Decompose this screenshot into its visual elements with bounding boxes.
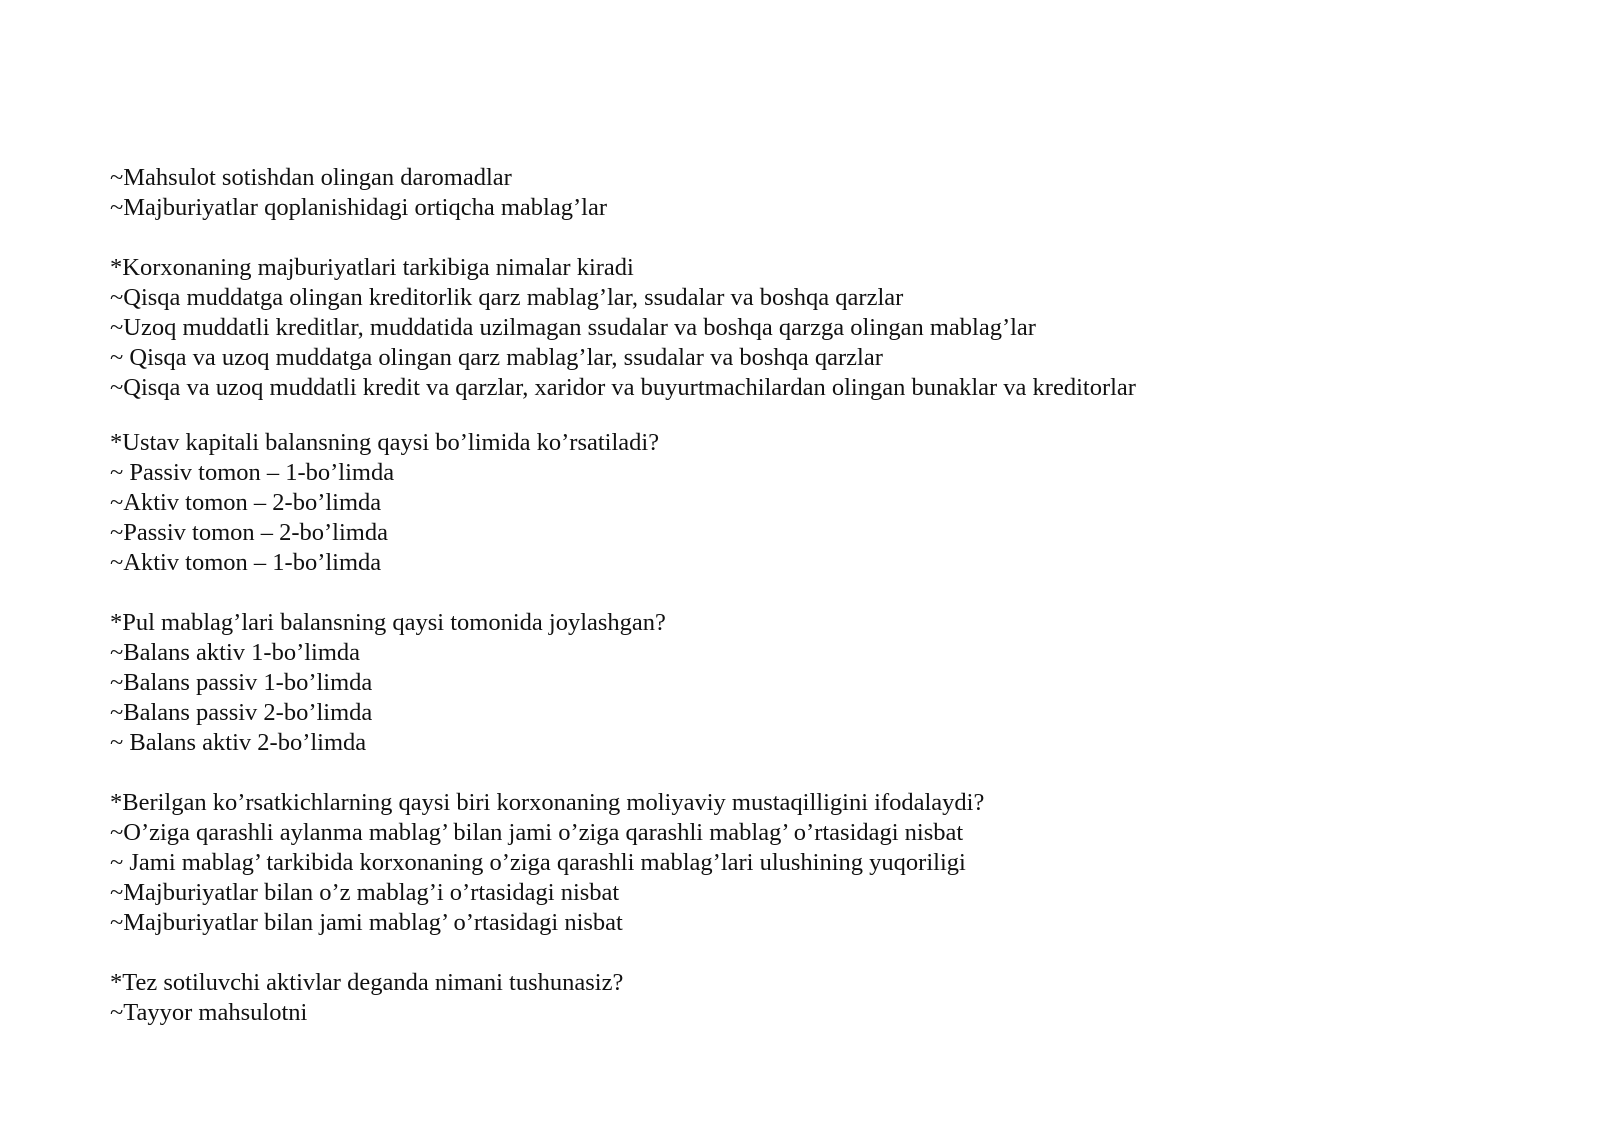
paragraph-gap xyxy=(110,758,1550,788)
answer-option: ~Uzoq muddatli kreditlar, muddatida uzilmagan ssudalar va boshqa qarzga olingan mablag’lar xyxy=(110,314,1036,341)
answer-option: ~ Jami mablag’ tarkibida korxonaning o’ziga qarashli mablag’lari ulushining yuqoriligi xyxy=(110,849,966,876)
paragraph-gap xyxy=(110,223,1550,253)
answer-option: ~Mahsulot sotishdan olingan daromadlar xyxy=(110,164,512,191)
paragraph-gap xyxy=(110,403,1550,428)
answer-option: ~Balans aktiv 1-bo’limda xyxy=(110,639,361,666)
question-line: *Pul mablag’lari balansning qaysi tomonida joylashgan? xyxy=(110,609,666,636)
answer-option: ~Majburiyatlar bilan o’z mablag’i o’rtasidagi nisbat xyxy=(110,879,620,906)
answer-option: ~Qisqa muddatga olingan kreditorlik qarz mablag’lar, ssudalar va boshqa qarzlar xyxy=(110,284,904,311)
paragraph-gap xyxy=(110,578,1550,608)
question-line: *Tez sotiluvchi aktivlar deganda nimani tushunasiz? xyxy=(110,969,624,996)
document-body xyxy=(110,163,1550,1028)
question-line: *Korxonaning majburiyatlari tarkibiga nimalar kiradi xyxy=(110,254,634,281)
question-line: *Ustav kapitali balansning qaysi bo’limida ko’rsatiladi? xyxy=(110,429,660,456)
answer-option: ~Tayyor mahsulotni xyxy=(110,999,308,1026)
answer-option: ~Aktiv tomon – 2-bo’limda xyxy=(110,489,382,516)
answer-option: ~ Qisqa va uzoq muddatga olingan qarz mablag’lar, ssudalar va boshqa qarzlar xyxy=(110,344,883,371)
answer-option: ~Aktiv tomon – 1-bo’limda xyxy=(110,549,382,576)
answer-option: ~Balans passiv 2-bo’limda xyxy=(110,699,373,726)
answer-option: ~Passiv tomon – 2-bo’limda xyxy=(110,519,388,546)
question-line: *Berilgan ko’rsatkichlarning qaysi biri korxonaning moliyaviy mustaqilligini ifodalaydi? xyxy=(110,789,985,816)
answer-option: ~Majburiyatlar bilan jami mablag’ o’rtasidagi nisbat xyxy=(110,909,623,936)
answer-option: ~O’ziga qarashli aylanma mablag’ bilan jami o’ziga qarashli mablag’ o’rtasidagi nisbat xyxy=(110,819,964,846)
paragraph-gap xyxy=(110,938,1550,968)
answer-option: ~Qisqa va uzoq muddatli kredit va qarzlar, xaridor va buyurtmachilardan olingan bunaklar va kreditorlar xyxy=(110,374,1136,401)
answer-option: ~ Passiv tomon – 1-bo’limda xyxy=(110,459,395,486)
answer-option: ~Balans passiv 1-bo’limda xyxy=(110,669,373,696)
answer-option: ~ Balans aktiv 2-bo’limda xyxy=(110,729,367,756)
answer-option: ~Majburiyatlar qoplanishidagi ortiqcha mablag’lar xyxy=(110,194,607,221)
